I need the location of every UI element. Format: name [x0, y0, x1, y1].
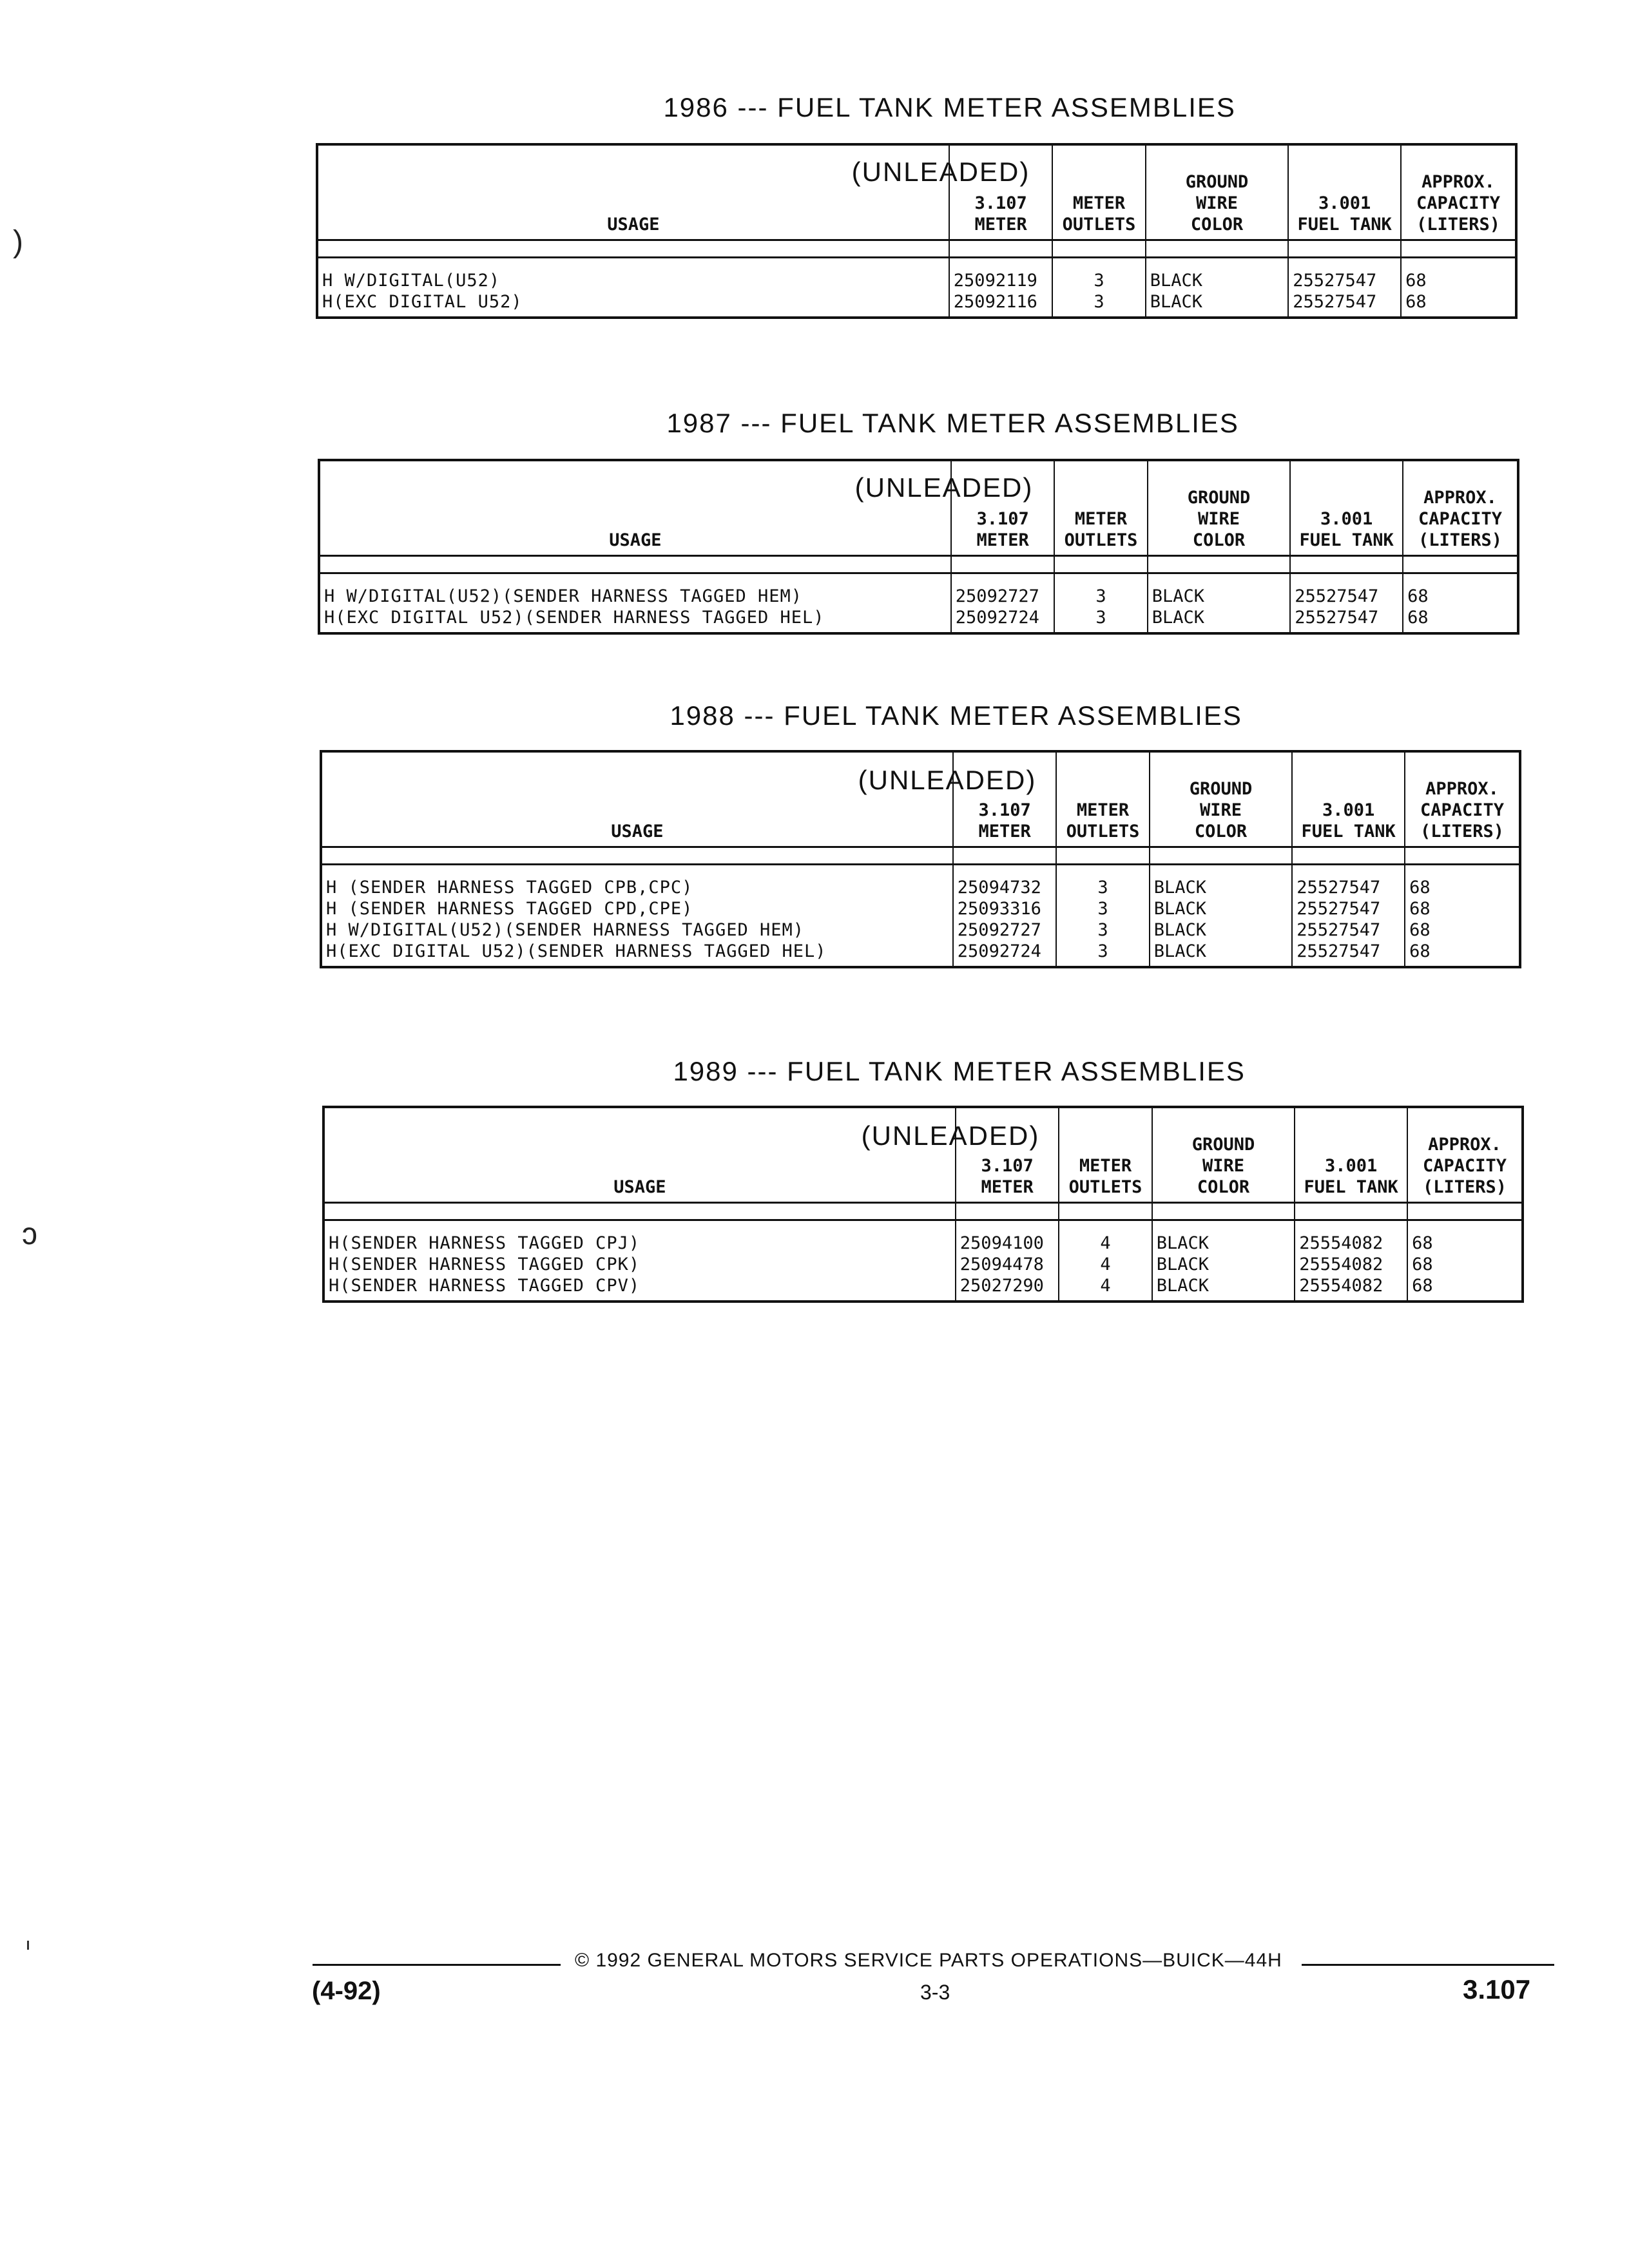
meter-part-number: 25094100 — [956, 1220, 1059, 1254]
header-separator — [323, 1202, 1523, 1220]
wire-color-cell: BLACK — [1150, 898, 1293, 919]
meter-part-number: 25093316 — [953, 898, 1057, 919]
usage-cell: H(SENDER HARNESS TAGGED CPV) — [323, 1275, 956, 1302]
usage-cell: H(SENDER HARNESS TAGGED CPJ) — [323, 1220, 956, 1254]
header-separator — [319, 555, 1518, 573]
usage-cell: H W/DIGITAL(U52)(SENDER HARNESS TAGGED HEM) — [321, 919, 953, 941]
usage-cell: H W/DIGITAL(U52)(SENDER HARNESS TAGGED HEM) — [319, 573, 951, 607]
capacity-cell: 68 — [1407, 1254, 1523, 1275]
wire-color-header: GROUND WIRE COLOR — [1152, 1107, 1295, 1202]
capacity-header: APPROX. CAPACITY (LITERS) — [1403, 460, 1518, 555]
usage-cell: H(EXC DIGITAL U52)(SENDER HARNESS TAGGED HEL) — [321, 941, 953, 967]
table-row — [323, 1254, 1523, 1275]
capacity-header: APPROX. CAPACITY (LITERS) — [1405, 751, 1520, 847]
wire-color-cell: BLACK — [1150, 864, 1293, 898]
table-row — [317, 257, 1516, 291]
outlets-header: METER OUTLETS — [1054, 460, 1147, 555]
fuel-tank-part-number: 25554082 — [1295, 1275, 1407, 1302]
usage-header: USAGE — [321, 751, 953, 847]
outlets-cell: 3 — [1052, 291, 1145, 318]
table-row — [323, 1220, 1523, 1254]
fuel-tank-part-number: 25527547 — [1292, 941, 1405, 967]
margin-mark-ring: ɔ — [22, 1217, 37, 1251]
usage-header: USAGE — [319, 460, 951, 555]
meter-part-number: 25092116 — [949, 291, 1053, 318]
parts-table-1988 — [320, 750, 1521, 968]
capacity-cell: 68 — [1405, 898, 1520, 919]
wire-color-cell: BLACK — [1146, 257, 1289, 291]
wire-color-cell: BLACK — [1148, 607, 1291, 633]
table-row — [319, 607, 1518, 633]
capacity-cell: 68 — [1403, 607, 1518, 633]
outlets-cell: 3 — [1056, 898, 1149, 919]
meter-part-number: 25092727 — [951, 573, 1055, 607]
capacity-cell: 68 — [1407, 1275, 1523, 1302]
section-title-text: 1988 --- FUEL TANK METER ASSEMBLIES — [670, 700, 1242, 731]
table-row — [321, 864, 1520, 898]
table-row — [317, 291, 1516, 318]
footer-copyright: © 1992 GENERAL MOTORS SERVICE PARTS OPERATIONS—BUICK—44H — [575, 1950, 1282, 1971]
outlets-cell: 4 — [1059, 1220, 1152, 1254]
section-title-text: 1987 --- FUEL TANK METER ASSEMBLIES — [666, 408, 1239, 438]
parts-table-1987 — [318, 459, 1519, 635]
margin-mark-paren: ) — [13, 225, 23, 259]
wire-color-cell: BLACK — [1152, 1275, 1295, 1302]
meter-part-number: 25027290 — [956, 1275, 1059, 1302]
fuel-tank-header: 3.001 FUEL TANK — [1290, 460, 1403, 555]
wire-color-cell: BLACK — [1152, 1254, 1295, 1275]
capacity-header: APPROX. CAPACITY (LITERS) — [1407, 1107, 1523, 1202]
outlets-cell: 3 — [1056, 919, 1149, 941]
meter-part-number: 25092727 — [953, 919, 1057, 941]
section-subtitle: (UNLEADED) — [854, 472, 1034, 503]
table-row — [321, 941, 1520, 967]
usage-cell: H(EXC DIGITAL U52)(SENDER HARNESS TAGGED HEL) — [319, 607, 951, 633]
usage-cell: H(EXC DIGITAL U52) — [317, 291, 949, 318]
outlets-header: METER OUTLETS — [1052, 144, 1145, 240]
meter-header: 3.107 METER — [953, 751, 1057, 847]
header-row — [321, 751, 1520, 847]
meter-header: 3.107 METER — [956, 1107, 1059, 1202]
usage-header: USAGE — [323, 1107, 956, 1202]
header-row — [317, 144, 1516, 240]
header-row — [319, 460, 1518, 555]
section-subtitle: (UNLEADED) — [858, 765, 1037, 795]
table-row — [319, 573, 1518, 607]
wire-color-header: GROUND WIRE COLOR — [1150, 751, 1293, 847]
meter-part-number: 25092119 — [949, 257, 1053, 291]
fuel-tank-part-number: 25527547 — [1292, 864, 1405, 898]
wire-color-cell: BLACK — [1150, 919, 1293, 941]
footer-section-number: 3.107 — [1463, 1974, 1531, 2004]
usage-cell: H (SENDER HARNESS TAGGED CPD,CPE) — [321, 898, 953, 919]
outlets-cell: 3 — [1052, 257, 1145, 291]
header-separator — [317, 240, 1516, 257]
fuel-tank-header: 3.001 FUEL TANK — [1288, 144, 1401, 240]
capacity-cell: 68 — [1405, 919, 1520, 941]
outlets-header: METER OUTLETS — [1059, 1107, 1152, 1202]
wire-color-cell: BLACK — [1146, 291, 1289, 318]
table-row — [323, 1275, 1523, 1302]
wire-color-header: GROUND WIRE COLOR — [1146, 144, 1289, 240]
meter-part-number: 25094478 — [956, 1254, 1059, 1275]
capacity-cell: 68 — [1403, 573, 1518, 607]
outlets-cell: 3 — [1056, 864, 1149, 898]
footer-page-number: 3-3 — [920, 1981, 950, 2004]
fuel-tank-part-number: 25527547 — [1292, 898, 1405, 919]
meter-part-number: 25092724 — [953, 941, 1057, 967]
header-separator — [321, 847, 1520, 864]
wire-color-cell: BLACK — [1152, 1220, 1295, 1254]
wire-color-header: GROUND WIRE COLOR — [1148, 460, 1291, 555]
wire-color-cell: BLACK — [1150, 941, 1293, 967]
usage-cell: H (SENDER HARNESS TAGGED CPB,CPC) — [321, 864, 953, 898]
capacity-cell: 68 — [1407, 1220, 1523, 1254]
parts-table-1986 — [316, 143, 1518, 319]
outlets-cell: 3 — [1054, 573, 1147, 607]
usage-header: USAGE — [317, 144, 949, 240]
capacity-cell: 68 — [1405, 864, 1520, 898]
outlets-cell: 4 — [1059, 1275, 1152, 1302]
section-title-text: 1986 --- FUEL TANK METER ASSEMBLIES — [663, 92, 1236, 122]
meter-part-number: 25092724 — [951, 607, 1055, 633]
meter-header: 3.107 METER — [951, 460, 1055, 555]
fuel-tank-header: 3.001 FUEL TANK — [1292, 751, 1405, 847]
meter-part-number: 25094732 — [953, 864, 1057, 898]
section-title-text: 1989 --- FUEL TANK METER ASSEMBLIES — [673, 1056, 1246, 1086]
section-subtitle: (UNLEADED) — [861, 1120, 1040, 1151]
capacity-cell: 68 — [1401, 291, 1516, 318]
fuel-tank-part-number: 25527547 — [1290, 607, 1403, 633]
wire-color-cell: BLACK — [1148, 573, 1291, 607]
footer-date: (4-92) — [312, 1977, 381, 2005]
outlets-cell: 3 — [1056, 941, 1149, 967]
fuel-tank-part-number: 25527547 — [1290, 573, 1403, 607]
fuel-tank-header: 3.001 FUEL TANK — [1295, 1107, 1407, 1202]
fuel-tank-part-number: 25554082 — [1295, 1254, 1407, 1275]
table-row — [321, 919, 1520, 941]
meter-header: 3.107 METER — [949, 144, 1053, 240]
fuel-tank-part-number: 25527547 — [1288, 291, 1401, 318]
usage-cell: H W/DIGITAL(U52) — [317, 257, 949, 291]
capacity-header: APPROX. CAPACITY (LITERS) — [1401, 144, 1516, 240]
fuel-tank-part-number: 25527547 — [1288, 257, 1401, 291]
capacity-cell: 68 — [1401, 257, 1516, 291]
section-subtitle: (UNLEADED) — [851, 157, 1030, 187]
usage-cell: H(SENDER HARNESS TAGGED CPK) — [323, 1254, 956, 1275]
outlets-cell: 3 — [1054, 607, 1147, 633]
footer-rule-left — [313, 1964, 561, 1966]
margin-tick — [27, 1941, 29, 1950]
footer-rule-right — [1302, 1964, 1554, 1966]
outlets-cell: 4 — [1059, 1254, 1152, 1275]
capacity-cell: 68 — [1405, 941, 1520, 967]
parts-table-1989 — [322, 1106, 1524, 1303]
table-row — [321, 898, 1520, 919]
fuel-tank-part-number: 25554082 — [1295, 1220, 1407, 1254]
outlets-header: METER OUTLETS — [1056, 751, 1149, 847]
fuel-tank-part-number: 25527547 — [1292, 919, 1405, 941]
header-row — [323, 1107, 1523, 1202]
